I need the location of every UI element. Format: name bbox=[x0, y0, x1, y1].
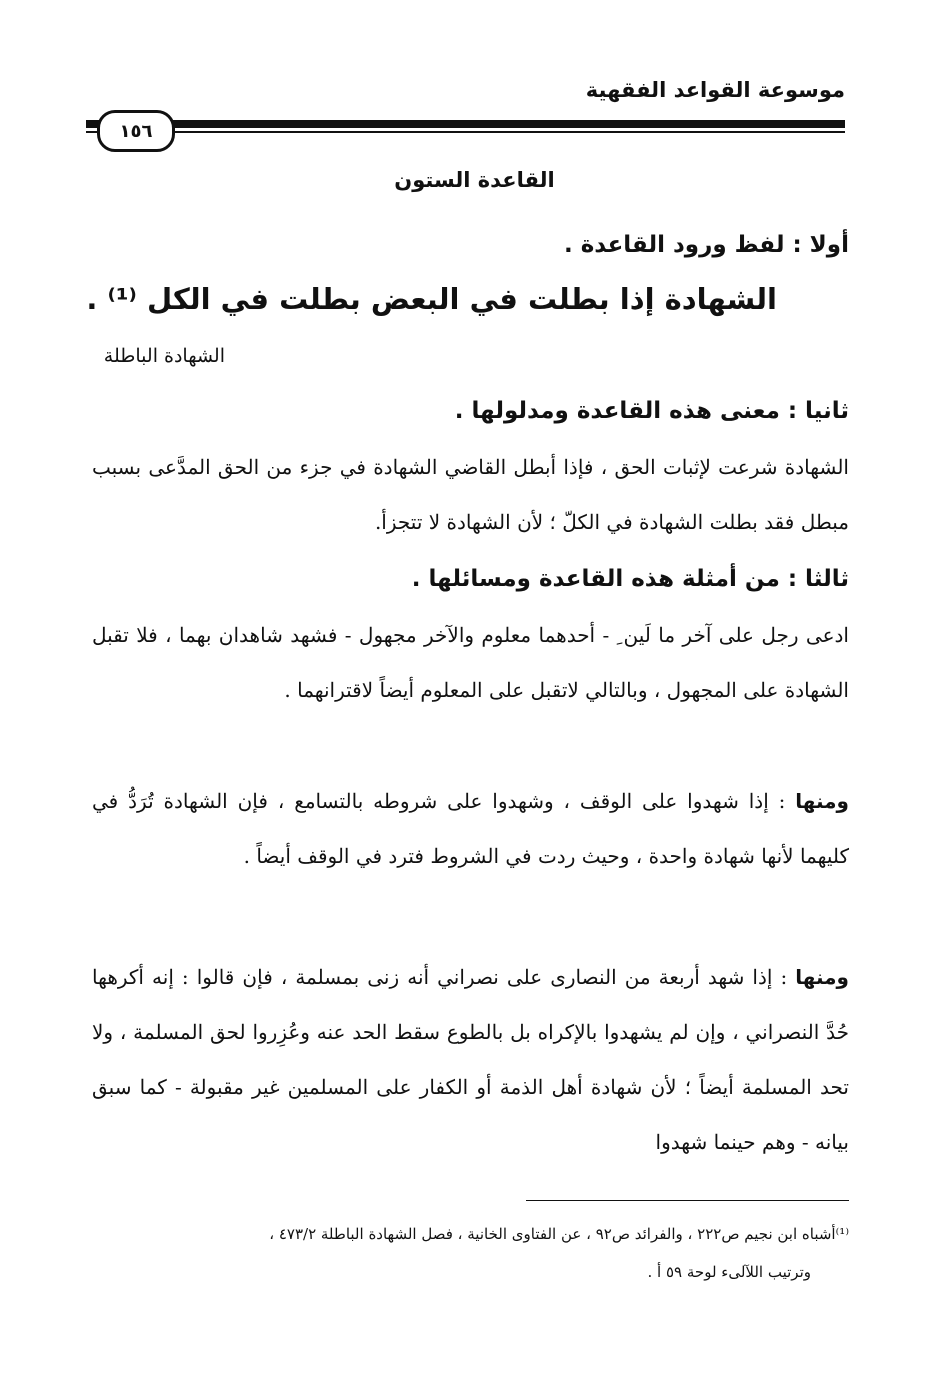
footnote bbox=[80, 1215, 849, 1291]
section-1-heading: أولا : لفظ ورود القاعدة . bbox=[563, 232, 849, 258]
footnote-line-1: ⁽¹⁾أشباه ابن نجيم ص٢٢٢ ، والفرائد ص٩٢ ، عن الفتاوى الخانية ، فصل الشهادة الباطلة ٤٧٣/٢ ، bbox=[269, 1225, 849, 1243]
example-3-lead: ومنها bbox=[795, 965, 849, 989]
section-3-heading: ثالثا : من أمثلة هذه القاعدة ومسائلها . bbox=[411, 566, 849, 592]
running-head-title: موسوعة القواعد الفقهية bbox=[585, 78, 845, 102]
side-note: الشهادة الباطلة bbox=[103, 345, 225, 367]
example-3-text: : إذا شهد أربعة من النصارى على نصراني أنه زنى بمسلمة ، فإن قالوا : إنه أكرهها حُدَّ النصراني ، وإن لم يشهدوا بالإكراه بل بالطوع سقط الحد عنه وعُزِروا لحق المسلمة ، ولا تحد المسلمة أيضاً ؛ لأن شهادة أهل الذمة أو الكفار على المسلمين غير مقبولة - كما سبق بيانه - وهم حينما شهدوا bbox=[92, 965, 849, 1154]
rule-statement: الشهادة إذا بطلت في البعض بطلت في الكل ⁽¹⁾ . bbox=[86, 282, 777, 316]
header-rule-thin bbox=[86, 131, 845, 133]
rule-title: القاعدة الستون bbox=[394, 168, 555, 192]
section-2-heading: ثانيا : معنى هذه القاعدة ومدلولها . bbox=[454, 398, 849, 424]
footnote-line-2: وترتيب اللآلىء لوحة ٥٩ أ . bbox=[647, 1263, 811, 1281]
footnote-rule bbox=[526, 1200, 849, 1201]
header-rule-thick bbox=[86, 120, 845, 128]
example-3-paragraph bbox=[92, 950, 849, 1170]
example-2-text: : إذا شهدوا على الوقف ، وشهدوا على شروطه بالتسامع ، فإن الشهادة تُرَدُّ في كليهما لأنها شهادة واحدة ، وحيث ردت في الشروط فترد في الوقف أيضاً . bbox=[92, 789, 849, 868]
example-2-lead: ومنها bbox=[795, 789, 849, 813]
example-2-paragraph bbox=[92, 774, 849, 884]
example-1-paragraph: ادعى رجل على آخر ما لَين ِ - أحدهما معلوم والآخر مجهول - فشهد شاهدان بهما ، فلا تقبل الشهادة على المجهول ، وبالتالي لاتقبل على المعلوم أيضاً لاقترانهما . bbox=[92, 623, 849, 702]
page-number-badge: ١٥٦ bbox=[97, 110, 175, 152]
section-2-paragraph: الشهادة شرعت لإثبات الحق ، فإذا أبطل القاضي الشهادة في جزء من الحق المدَّعى بسبب مبطل فقد بطلت الشهادة في الكلّ ؛ لأن الشهادة لا تتجزأ. bbox=[92, 455, 849, 534]
